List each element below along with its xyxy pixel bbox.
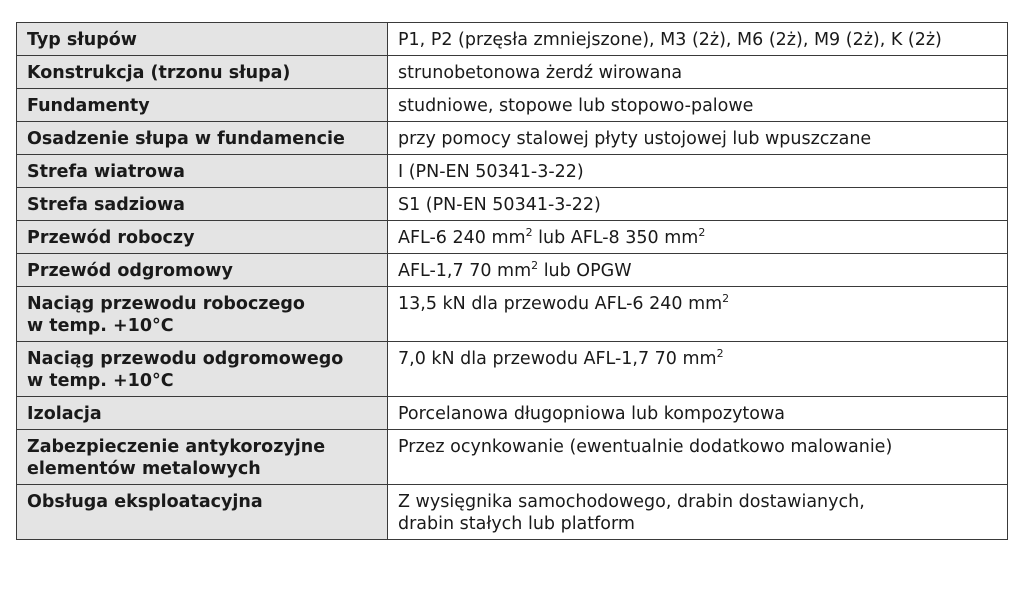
row-value: 13,5 kN dla przewodu AFL-6 240 $mm^2$ bbox=[388, 287, 1008, 342]
table-row bbox=[17, 430, 1008, 485]
row-value: 7,0 kN dla przewodu AFL-1,7 70 $mm^2$ bbox=[388, 342, 1008, 397]
table-row bbox=[17, 254, 1008, 287]
row-value: Przez ocynkowanie (ewentualnie dodatkowo malowanie) bbox=[388, 430, 1008, 485]
row-label: Izolacja bbox=[17, 397, 388, 430]
row-label: Strefa wiatrowa bbox=[17, 155, 388, 188]
row-label: Konstrukcja (trzonu słupa) bbox=[17, 56, 388, 89]
row-label: Strefa sadziowa bbox=[17, 188, 388, 221]
row-value: Z wysięgnika samochodowego, drabin dostawianych, drabin stałych lub platform bbox=[388, 485, 1008, 540]
table-row bbox=[17, 122, 1008, 155]
table-row bbox=[17, 287, 1008, 342]
row-label: Zabezpieczenie antykorozyjne elementów metalowych bbox=[17, 430, 388, 485]
row-value: Porcelanowa długopniowa lub kompozytowa bbox=[388, 397, 1008, 430]
row-value: przy pomocy stalowej płyty ustojowej lub wpuszczane bbox=[388, 122, 1008, 155]
table-row bbox=[17, 188, 1008, 221]
row-label: Fundamenty bbox=[17, 89, 388, 122]
row-label: Typ słupów bbox=[17, 23, 388, 56]
row-label: Naciąg przewodu roboczego w temp. +10°C bbox=[17, 287, 388, 342]
table-row bbox=[17, 89, 1008, 122]
row-value: I (PN-EN 50341-3-22) bbox=[388, 155, 1008, 188]
table-row bbox=[17, 23, 1008, 56]
row-value: AFL-1,7 70 $mm^2$ lub OPGW bbox=[388, 254, 1008, 287]
table-row bbox=[17, 342, 1008, 397]
specification-table bbox=[16, 22, 1008, 540]
table-row bbox=[17, 397, 1008, 430]
row-value: P1, P2 (przęsła zmniejszone), M3 (2ż), M6 (2ż), M9 (2ż), K (2ż) bbox=[388, 23, 1008, 56]
row-label: Obsługa eksploatacyjna bbox=[17, 485, 388, 540]
row-value: S1 (PN-EN 50341-3-22) bbox=[388, 188, 1008, 221]
row-label: Naciąg przewodu odgromowego w temp. +10°C bbox=[17, 342, 388, 397]
row-value: strunobetonowa żerdź wirowana bbox=[388, 56, 1008, 89]
table-row bbox=[17, 155, 1008, 188]
table-row bbox=[17, 485, 1008, 540]
row-value: studniowe, stopowe lub stopowo-palowe bbox=[388, 89, 1008, 122]
row-label: Przewód roboczy bbox=[17, 221, 388, 254]
row-label: Osadzenie słupa w fundamencie bbox=[17, 122, 388, 155]
row-label: Przewód odgromowy bbox=[17, 254, 388, 287]
row-value: AFL-6 240 $mm^2$ lub AFL-8 350 $mm^2$ bbox=[388, 221, 1008, 254]
table-row bbox=[17, 56, 1008, 89]
table-row bbox=[17, 221, 1008, 254]
